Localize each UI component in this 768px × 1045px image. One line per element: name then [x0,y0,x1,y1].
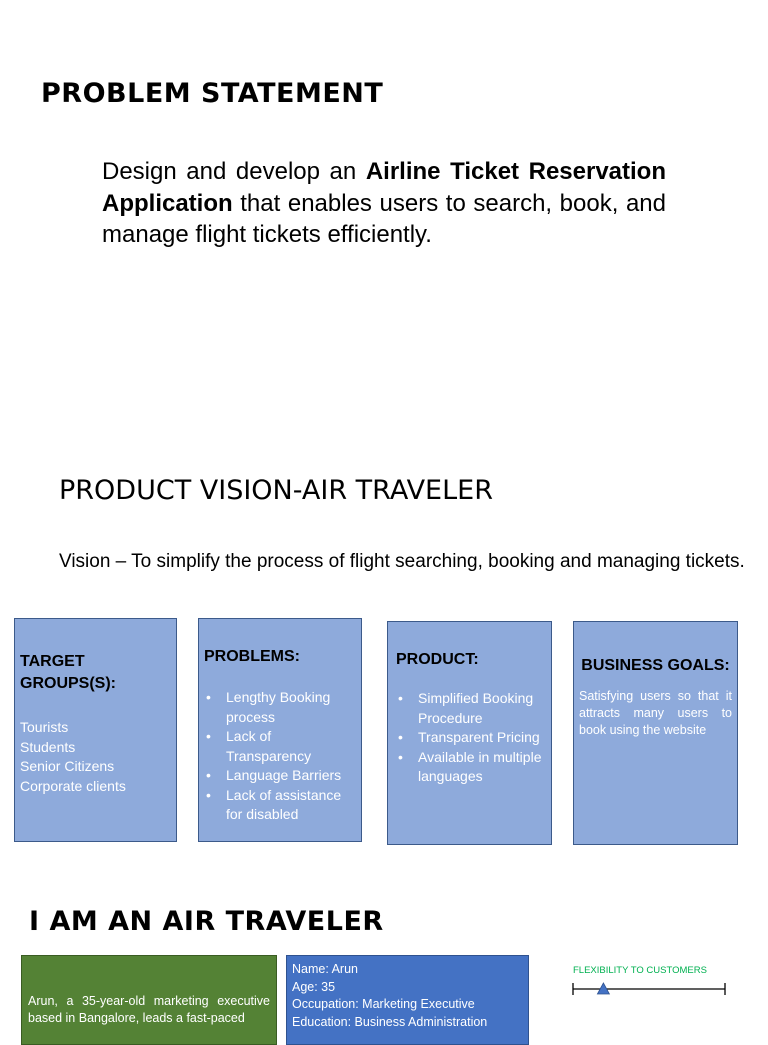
persona-story: Arun, a 35-year-old marketing executive based in Bangalore, leads a fast-paced [28,994,270,1025]
product-title: PRODUCT: [396,651,479,668]
persona-heading: I AM AN AIR TRAVELER [29,906,384,937]
problem-text-bold: Airline Ticket Reservation Application [102,158,667,217]
list-item: • Simplified Booking Procedure [396,689,546,728]
problem-description [102,156,666,251]
problems-card [198,618,362,842]
target-groups-list [20,718,171,796]
problems-list [204,688,356,825]
product-list [396,689,546,787]
persona-detail-age: Age: 35 [292,979,336,994]
problem-text-start: Design and develop an [102,158,366,185]
list-item: Students [20,738,76,755]
persona-story-box [21,955,277,1045]
list-item: • Lack of assistance for disabled [204,786,356,825]
business-goals-card [573,621,738,845]
persona-detail-name: Name: Arun [292,962,359,976]
target-groups-card [14,618,177,842]
business-goals-text: Satisfying users so that it attracts many users to book using the website [579,689,732,737]
vision-heading: PRODUCT VISION-AIR TRAVELER [59,475,493,506]
list-item: Corporate clients [20,777,126,794]
flexibility-scale-label: FLEXIBILITY TO CUSTOMERS [573,965,707,976]
problem-text-end: that enables users to search, book, and manage flight tickets efficiently. [102,189,666,248]
problem-heading: PROBLEM STATEMENT [41,78,384,109]
product-card [387,621,552,845]
business-goals-title: BUSINESS GOALS: [581,657,730,674]
persona-details-box [286,955,529,1045]
problems-title: PROBLEMS: [204,648,300,665]
list-item: • Lack of Transparency [204,727,356,766]
flexibility-scale [570,980,730,998]
list-item: Senior Citizens [20,758,115,774]
target-groups-title: TARGET GROUPS(S): [20,653,116,692]
vision-statement: Vision – To simplify the process of flight searching, booking and managing tickets. [59,551,745,572]
list-item: Tourists [20,719,69,735]
persona-detail-education: Education: Business Administration [292,1014,488,1029]
persona-detail-occupation: Occupation: Marketing Executive [292,997,475,1011]
list-item: • Transparent Pricing [396,728,546,748]
list-item: • Language Barriers [204,766,356,786]
list-item: • Lengthy Booking process [204,688,356,727]
list-item: • Available in multiple languages [396,748,546,787]
